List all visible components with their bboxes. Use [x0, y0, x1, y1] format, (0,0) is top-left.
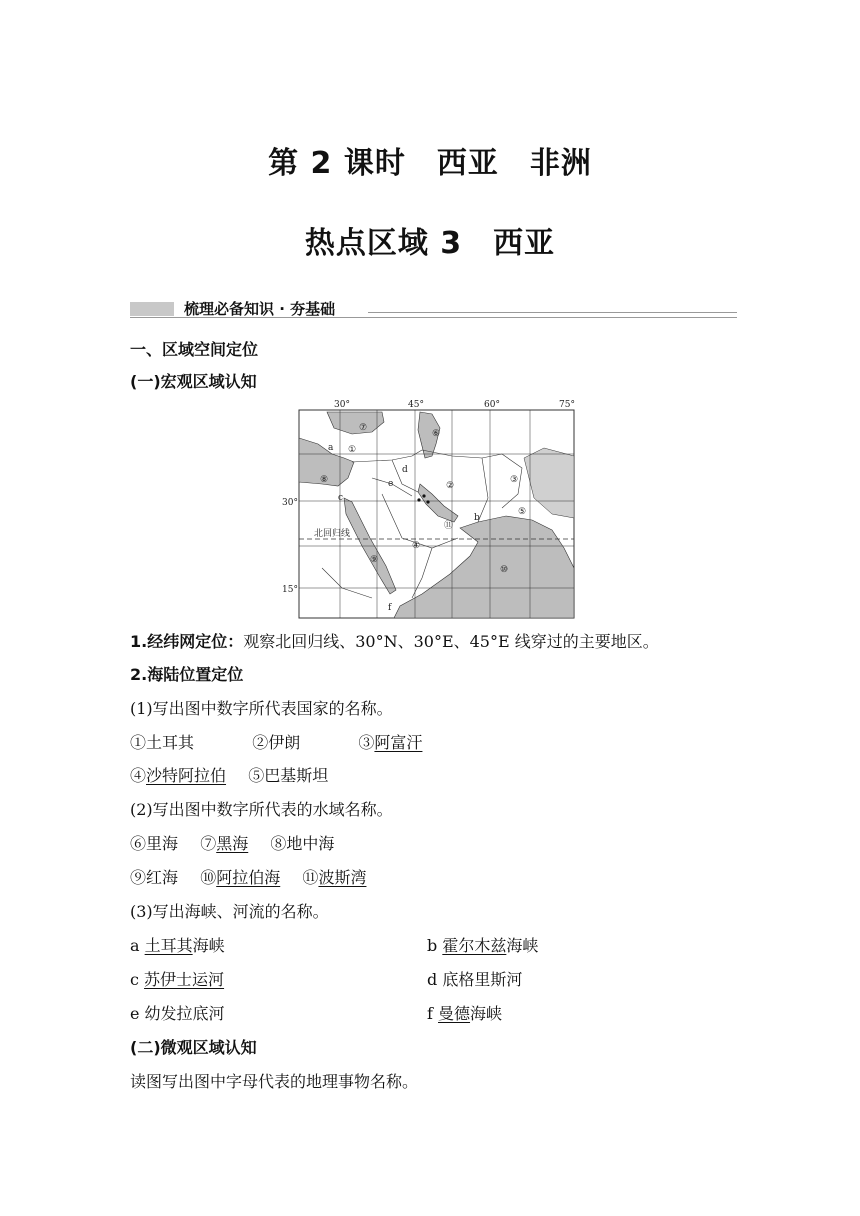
section-header-block	[130, 302, 174, 316]
answer-4: 沙特阿拉伯	[146, 766, 227, 785]
answer-b-value: 霍尔木兹	[442, 936, 507, 955]
answer-row-4	[130, 868, 366, 888]
answer-3: 阿富汗	[374, 733, 423, 752]
answer-6: ⑥里海	[130, 834, 179, 853]
answer-3-prefix: ③	[358, 733, 375, 752]
map-letter: a	[328, 443, 334, 453]
map-number: ⑦	[359, 423, 368, 433]
item-1-label: 1.经纬网定位：	[130, 632, 244, 651]
answer-b-prefix: b	[427, 936, 443, 955]
answer-b	[427, 936, 538, 956]
map-letter: f	[388, 603, 392, 613]
answer-f-value: 曼德	[438, 1004, 471, 1023]
map-number: ⑩	[500, 565, 509, 575]
question-2: (2)写出图中数字所代表的水域名称。	[130, 800, 393, 819]
map-svg	[282, 398, 578, 623]
item-1-text: 观察北回归线、30°N、30°E、45°E 线穿过的主要地区。	[243, 632, 659, 651]
answer-a-suffix: 海峡	[192, 936, 225, 955]
heading-micro-region: (二)微观区域认知	[130, 1038, 257, 1057]
answer-4-prefix: ④	[130, 766, 147, 785]
heading-macro-region: (一)宏观区域认知	[130, 372, 257, 391]
answer-row-1	[130, 733, 422, 753]
answer-row-3	[130, 834, 334, 854]
map-number: ①	[348, 445, 357, 455]
map-letter: d	[402, 465, 408, 475]
answer-f-suffix: 海峡	[470, 1004, 503, 1023]
answer-5: ⑤巴基斯坦	[248, 766, 329, 785]
answer-8: ⑧地中海	[270, 834, 335, 853]
answer-10: 阿拉伯海	[216, 868, 281, 887]
lat-label: 15°	[282, 585, 298, 595]
answer-c-prefix: c	[130, 970, 145, 989]
answer-d: d 底格里斯河	[427, 970, 523, 989]
lon-label: 30°	[334, 400, 350, 410]
map-number: ⑪	[444, 521, 454, 531]
answer-1: ①土耳其	[130, 733, 195, 752]
answer-e: e 幼发拉底河	[130, 1004, 225, 1023]
page-title: 第 2 课时 西亚 非洲	[268, 146, 592, 181]
answer-c-value: 苏伊士运河	[144, 970, 225, 989]
section-header-label: 梳理必备知识 · 夯基础	[184, 300, 336, 318]
answer-9: ⑨红海	[130, 868, 179, 887]
section-header	[130, 298, 737, 320]
map-number: ⑥	[432, 429, 441, 439]
answer-7-prefix: ⑦	[200, 834, 217, 853]
answer-f-prefix: f	[427, 1004, 439, 1023]
item-2-label: 2.海陆位置定位	[130, 665, 244, 684]
heading-region-location: 一、区域空间定位	[130, 340, 259, 359]
lon-label: 75°	[559, 400, 575, 410]
answer-a-prefix: a	[130, 936, 145, 955]
map-letter: b	[474, 513, 480, 523]
map-number: ⑧	[320, 475, 329, 485]
answer-10-prefix: ⑩	[200, 868, 217, 887]
answer-row-2	[130, 766, 328, 786]
map-number: ②	[446, 481, 455, 491]
map-number: ④	[412, 541, 421, 551]
map-letter: c	[338, 493, 344, 503]
question-3: (3)写出海峡、河流的名称。	[130, 902, 329, 921]
answer-b-suffix: 海峡	[506, 936, 539, 955]
page-subtitle: 热点区域 3 西亚	[304, 226, 556, 261]
answer-a	[130, 936, 225, 956]
lon-label: 60°	[484, 400, 500, 410]
tropic-label: 北回归线	[314, 529, 351, 539]
map-number: ③	[510, 475, 519, 485]
answer-a-value: 土耳其	[144, 936, 193, 955]
answer-11: 波斯湾	[318, 868, 367, 887]
answer-2: ②伊朗	[252, 733, 301, 752]
question-1: (1)写出图中数字所代表国家的名称。	[130, 699, 393, 718]
item-1	[130, 632, 659, 652]
lon-label: 45°	[408, 400, 424, 410]
answer-7: 黑海	[216, 834, 249, 853]
map-letter: e	[388, 479, 394, 489]
section-header-rule	[368, 312, 737, 313]
section-header-rule-bottom	[130, 317, 737, 318]
answer-f	[427, 1004, 502, 1024]
final-instruction: 读图写出图中字母代表的地理事物名称。	[130, 1072, 419, 1091]
lat-label: 30°	[282, 498, 298, 508]
answer-11-prefix: ⑪	[302, 868, 319, 887]
answer-c	[130, 970, 224, 990]
map-number: ⑨	[370, 555, 379, 565]
map-number: ⑤	[518, 507, 527, 517]
west-asia-map	[282, 398, 578, 623]
